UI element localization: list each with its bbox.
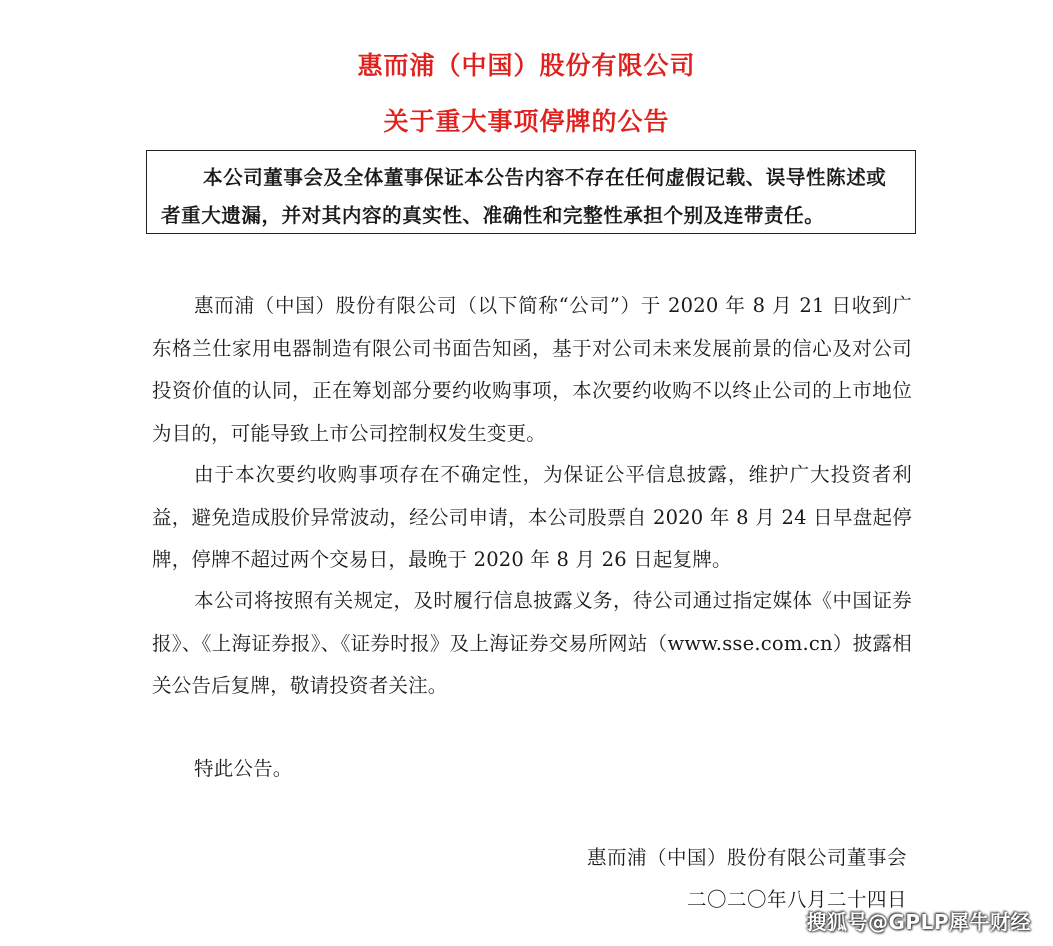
body-paragraph-3: 本公司将按照有关规定，及时履行信息披露义务，待公司通过指定媒体《中国证券报》、《上海证券报》、《证券时报》及上海证券交易所网站（www.sse.com.cn）披露相关公告后复牌，敬请投资者关注。 bbox=[152, 589, 912, 697]
signer-date: 二〇二〇年八月二十四日 bbox=[686, 888, 907, 911]
disclaimer-box: 本公司董事会及全体董事保证本公告内容不存在任何虚假记载、误导性陈述或者重大遗漏，并对其内容的真实性、准确性和完整性承担个别及连带责任。 bbox=[146, 150, 916, 234]
body-paragraph-1: 惠而浦（中国）股份有限公司（以下简称“公司”）于 2020 年 8 月 21 日收到广东格兰仕家用电器制造有限公司书面告知函，基于对公司未来发展前景的信心及对公司投资价值的认同，正在筹划部分要约收购事项，本次要约收购不以终止公司的上市地位为目的，可能导致上市公司控制权发生变更。 bbox=[152, 294, 912, 445]
announcement-title: 关于重大事项停牌的公告 bbox=[383, 107, 670, 136]
body-paragraph-2: 由于本次要约收购事项存在不确定性，为保证公平信息披露，维护广大投资者利益，避免造成股价异常波动，经公司申请，本公司股票自 2020 年 8 月 24 日早盘起停牌，停牌不超过两个交易日，最晚于 2020 年 8 月 26 日起复牌。 bbox=[152, 463, 912, 571]
company-title: 惠而浦（中国）股份有限公司 bbox=[357, 51, 696, 80]
source-watermark: 搜狐号@GPLP犀牛财经 bbox=[806, 910, 1031, 934]
signer-organization: 惠而浦（中国）股份有限公司董事会 bbox=[586, 846, 907, 869]
closing-remark: 特此公告。 bbox=[194, 757, 293, 780]
